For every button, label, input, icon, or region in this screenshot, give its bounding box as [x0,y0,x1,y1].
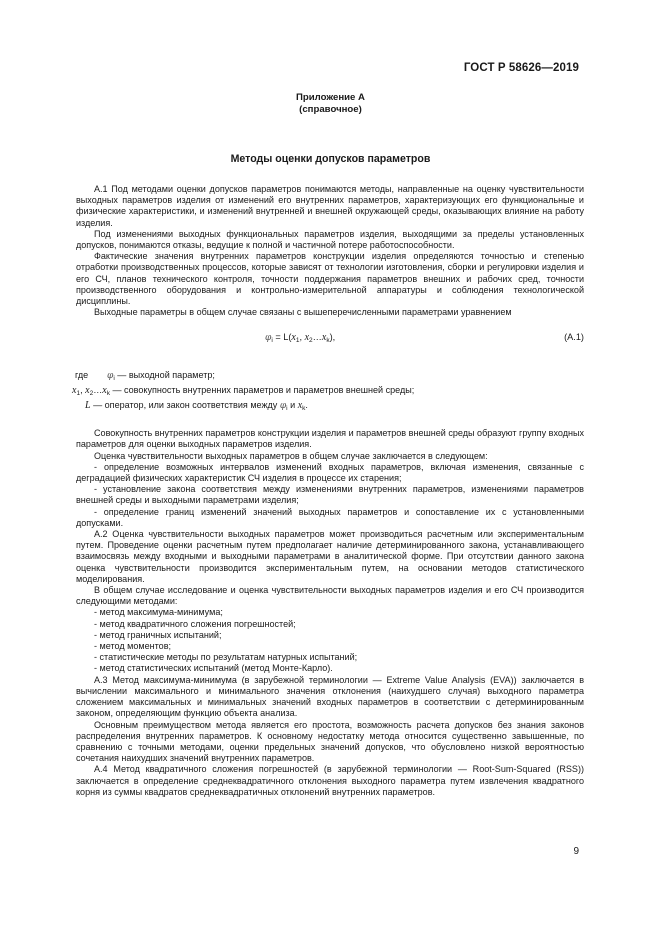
list-item: - определение возможных интервалов изменений входных параметров, включая изменения, связанные с деградацией физических характеристик СЧ изделия в процессе их старения; [76,461,584,484]
definition-L: L — оператор, или закон соответствия между $\varphi_i$ и $x_k$. [85,399,308,412]
formula-expression: $\varphi_i = L(x_1$, $x_2\dots x_k$), [265,332,336,345]
appendix-subtitle: (справочное) [299,104,362,115]
appendix-heading [0,92,661,116]
method-item: - статистические методы по результатам натурных испытаний; [94,652,358,663]
definition-phi: где $\varphi_i$ — выходной параметр; [75,370,215,383]
paragraph: Основным преимуществом метода является его простота, возможность расчета допусков без знания законов распределения внутренних параметров. К основному недостатку метода относится существенно завышенные, по сравнению с точными методами, оценки предельных значений допусков, что обусловлено низкой вероятностью сочетания наихудших значений внутренних параметров. [76,719,584,764]
paragraph: Оценка чувствительности выходных параметров в общем случае заключается в следующем: [94,450,488,461]
paragraph: Совокупность внутренних параметров конструкции изделия и параметров внешней среды образуют группу входных параметров для оценки выходных параметров изделия. [76,428,584,450]
paragraph: А.3 Метод максимума-минимума (в зарубежной терминологии — Extreme Value Analysis (EVA)) заключается в вычислении максимального и минимального значения отклонения (наихудшего случая) выходного параметра сложением максимальных и минимальных значений входных параметров в соответствии с детерминированным законом, определяющим функцию объекта анализа. [76,674,584,719]
method-item: - метод максимума-минимума; [94,607,223,618]
formula-number: (А.1) [564,332,584,343]
paragraph: В общем случае исследование и оценка чувствительности выходных параметров изделия и его СЧ производится следующими методами: [76,585,584,607]
where-word: где [75,370,89,381]
paragraph: Под изменениями выходных функциональных параметров изделия, выходящими за пределы установленных допусков, понимаются отказы, ведущие к полной и частичной потере работоспособности. [76,228,584,251]
method-item: - метод моментов; [94,641,172,652]
section-title: Методы оценки допусков параметров [230,153,431,165]
page-number: 9 [573,846,579,857]
document-body [72,184,584,798]
method-item: - метод квадратичного сложения погрешностей; [94,618,296,629]
list-item: - определение границ изменений значений выходных параметров и сопоставление их с установленными допусками. [76,506,584,528]
appendix-title: Приложение А [296,92,365,103]
paragraph: А.2 Оценка чувствительности выходных параметров может производиться расчетным или экспериментальным путем. Проведение оценки расчетным путем предполагает наличие детерминированного закона, устанавливающего взаимосвязь между входными и выходными параметрами в аналитической форме. При отсутствии данного закона оценка чувствительности производится экспериментальным путем, на основании методов статистического моделирования. [76,529,584,584]
formula-a1 [76,332,584,362]
method-item: - метод граничных испытаний; [94,629,222,640]
paragraph: А.4 Метод квадратичного сложения погрешностей (в зарубежной терминологии — Root-Sum-Squared (RSS)) заключается в определение среднеквадратичного отклонения выходного параметра путем извлечения квадратного корня из суммы квадратов среднеквадратичных отклонений внутренних параметров. [76,764,584,797]
standard-code: ГОСТ Р 58626—2019 [463,62,579,74]
definitions [72,370,584,414]
paragraph: Фактические значения внутренних параметров конструкции изделия определяются точностью и степенью отработки производственных процессов, которые зависят от технологии изготовления, сборки и регулировки изделия и его СЧ, планов технического контроля, точности поддержания параметров внешних и рабочих сред, точности производственного оборудования и контрольно-измерительной аппаратуры и соблюдения технологической дисциплины. [76,251,584,307]
definition-x: $x_1$, $x_2\dots x_k$ — совокупность внутренних параметров и параметров внешней среды; [72,385,415,398]
method-item: - метод статистических испытаний (метод Монте-Карло). [94,663,333,674]
list-item: - установление закона соответствия между изменениями внутренних параметров, изменениями параметров внешней среды и выходными параметрами изделия; [76,484,584,506]
paragraph: А.1 Под методами оценки допусков параметров понимаются методы, направленные на оценку чувствительности выходных параметров изделия от изменений его внутренних параметров, характеризующих его функциональные и физические характеристики, и изменений внутренней и внешней окружающей среды, оказывающих влияние на работу изделия. [76,184,584,228]
paragraph: Выходные параметры в общем случае связаны с вышеперечисленными параметрами уравнением [94,307,512,318]
